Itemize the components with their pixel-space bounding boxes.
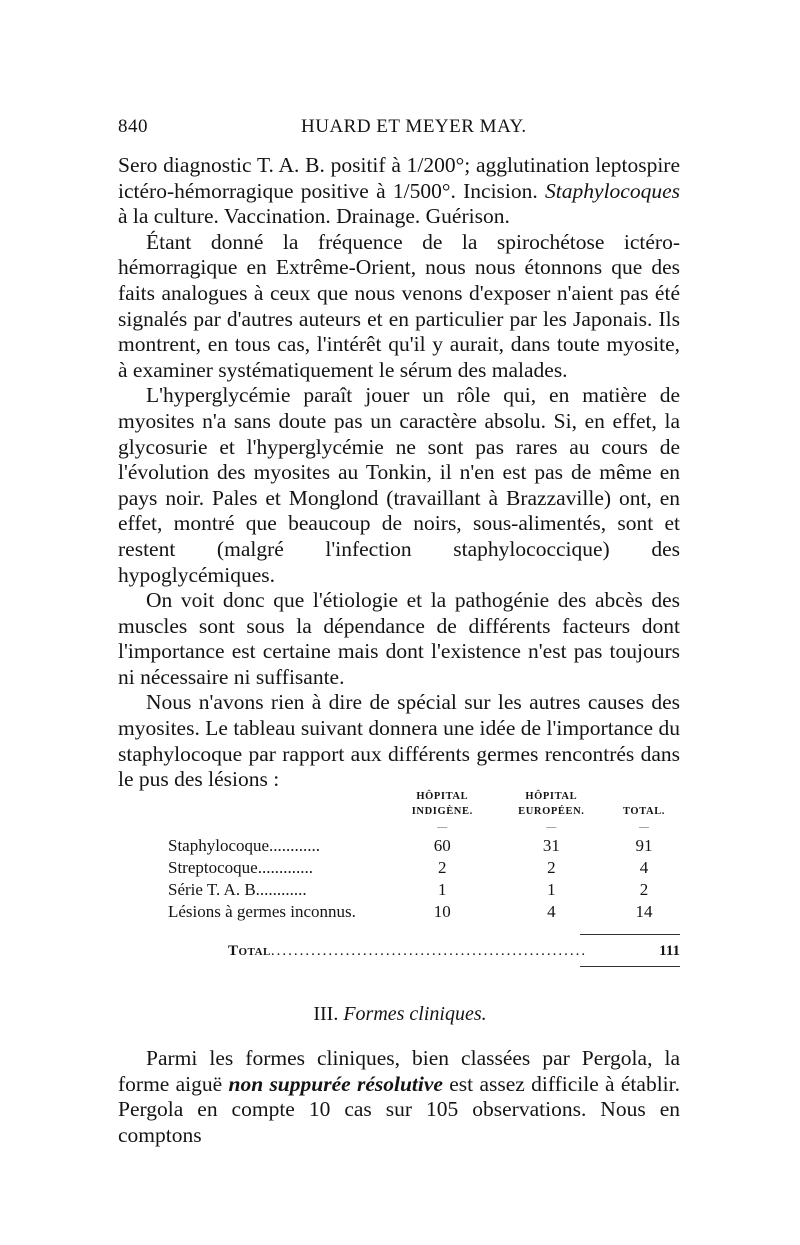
cell-europeen: 4 [547, 902, 556, 921]
section-title: Formes cliniques. [343, 1003, 487, 1025]
germs-table [168, 789, 680, 923]
cell-indigene: 10 [433, 902, 451, 921]
text-span: Parmi les formes cliniques, bien classées par Pergola, la forme aiguë [118, 1046, 680, 1096]
cell-total: 91 [635, 836, 653, 855]
cell-indigene: 60 [433, 836, 451, 855]
header-total: TOTAL. [623, 806, 666, 817]
table-row [168, 857, 680, 879]
page-number: 840 [118, 116, 148, 137]
dash-cell: — [437, 822, 448, 833]
text-span: est assez difficile à établir. Pergola en compte 10 cas sur 105 observations. Nous en comptons [118, 1071, 680, 1147]
table-row [168, 835, 680, 857]
header-text: HÔPITAL [525, 791, 578, 802]
body-text [118, 153, 680, 793]
row-label: Streptocoque............. [168, 858, 313, 877]
table-row [168, 901, 680, 923]
italic-term: non suppurée résolutive [228, 1071, 443, 1096]
cell-europeen: 1 [547, 880, 556, 899]
header-text: EUROPÉEN. [518, 806, 585, 817]
total-rule-top [580, 934, 680, 935]
cell-total: 4 [639, 858, 649, 877]
paragraph-etiologie: On voit donc que l'étiologie et la pathogénie des abcès des muscles sont sous la dépendance de différents facteurs dont l'importance est certaine mais dont l'existence n'est pas toujours ni nécessaire ni suffisante. [118, 588, 680, 689]
row-label: Lésions à germes inconnus. [168, 902, 356, 921]
header-text: HÔPITAL [416, 791, 469, 802]
text-span: Sero diagnostic T. A. B. positif à 1/200°; agglutination leptospire ictéro-hémorragique positive à 1/500°. Incision. [118, 153, 680, 203]
dash-cell [168, 821, 390, 835]
total-label: Total [228, 943, 271, 959]
section-heading [0, 1003, 800, 1026]
section-number: III. [313, 1003, 339, 1025]
dash-cell: — [546, 822, 557, 833]
cell-europeen: 31 [542, 836, 560, 855]
dash-cell: — [639, 822, 650, 833]
row-label: Série T. A. B............ [168, 880, 307, 899]
closing-text [118, 1046, 680, 1148]
paragraph-spirochetose: Étant donné la fréquence de la spirochétose ictéro-hémorragique en Extrême-Orient, nous nous étonnons que des faits analogues à ceux que nous venons d'exposer n'aient pas été signalés par d'autres auteurs et en particulier par les Japonais. Ils montrent, en tous cas, l'intérêt qu'il y aurait, dans toute myosite, à examiner systématiquement le sérum des malades. [118, 229, 680, 382]
header-hopital-indigene [390, 789, 495, 821]
cell-total: 2 [639, 880, 649, 899]
total-line [228, 943, 680, 960]
cell-indigene: 2 [438, 858, 447, 877]
paragraph-formes-cliniques [118, 1046, 680, 1148]
running-header [118, 116, 678, 146]
paragraph-tableau-intro: Nous n'avons rien à dire de spécial sur les autres causes des myosites. Le tableau suivant donnera une idée de l'importance du staphylocoque par rapport aux différents germes rencontrés dans le pus des lésions : [118, 690, 680, 792]
header-hopital-europeen [495, 789, 609, 821]
table-header-row [168, 789, 680, 821]
cell-indigene: 1 [438, 880, 447, 899]
cell-europeen: 2 [547, 858, 556, 877]
cell-total: 14 [635, 902, 653, 921]
italic-term: Staphylocoques [545, 178, 680, 203]
running-title: HUARD ET MEYER MAY. [301, 116, 527, 137]
total-rule-bottom [580, 966, 680, 967]
paragraph-case-report [118, 153, 680, 230]
row-label: Staphylocoque............ [168, 836, 321, 855]
table-dash-row [168, 821, 680, 835]
header-label-col [168, 789, 390, 821]
total-leader-dots: ....................................................... [270, 943, 588, 959]
total-value: 111 [659, 943, 680, 959]
text-span: à la culture. Vaccination. Drainage. Guérison. [118, 204, 510, 229]
paragraph-hyperglycemie: L'hyperglycémie paraît jouer un rôle qui, en matière de myosites n'a sans doute pas un caractère absolu. Si, en effet, la glycosurie et l'hyperglycémie ne sont pas rares au cours de l'évolution des myosites au Tonkin, il n'en est pas de même en pays noir. Pales et Monglond (travaillant à Brazzaville) ont, en effet, montré que beaucoup de noirs, sous-alimentés, sont et restent (malgré l'infection staphylococcique) des hypoglycémiques. [118, 383, 680, 587]
header-text: INDIGÈNE. [411, 806, 473, 817]
table-row [168, 879, 680, 901]
